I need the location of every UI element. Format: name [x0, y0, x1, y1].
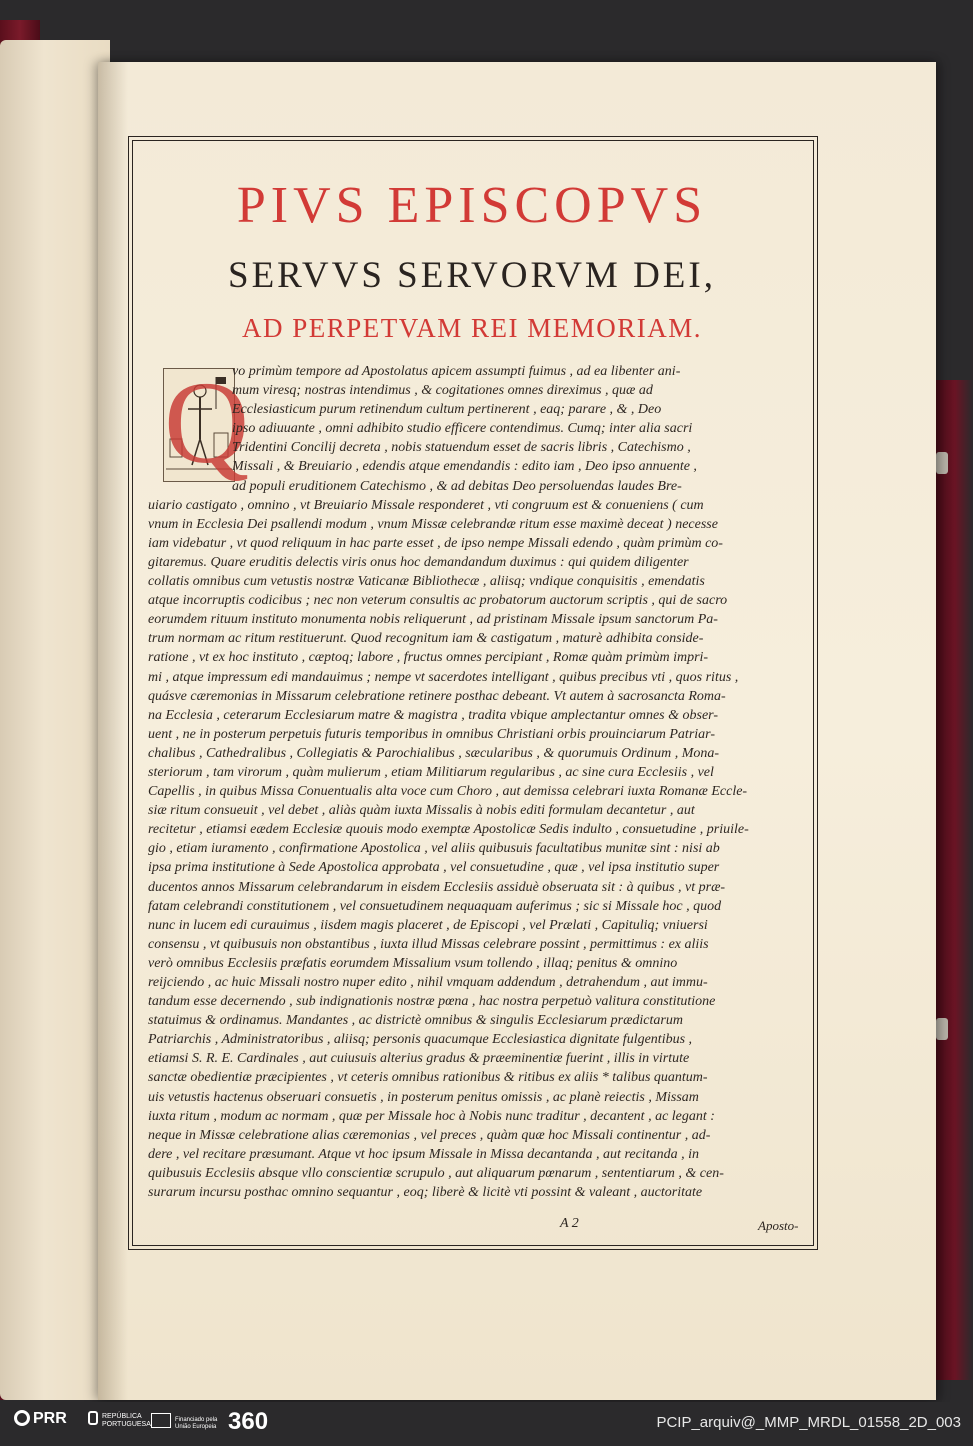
- text-line: quásve cæremonias in Missarum celebratione retinere posthac debeant. Vt autem à sacrosancta Roma-: [148, 688, 726, 704]
- text-line: mum viresq; nostras intendimus , & cogitationes omnes direximus , quæ ad: [232, 383, 653, 399]
- text-line: chalibus , Cathedralibus , Collegiatis & Parochialibus , sæcularibus , & quorumuis Ordinum , Mona-: [148, 745, 720, 761]
- text-line: atque incorruptis codicibus ; nec non veterum consultis ac probatorum auctorum scriptis , qui de sacro: [148, 593, 728, 609]
- text-line: vnum in Ecclesia Dei psallendi modum , vnum Missæ celebrandæ ritum esse maximè deceat ) necesse: [148, 516, 718, 532]
- text-line: na Ecclesia , ceterarum Ecclesiarum matre & magistra , tradita vbique amplectantur omnes & obser-: [148, 707, 719, 723]
- catchword: Aposto-: [758, 1218, 799, 1233]
- text-line: ducentos annos Missarum celebrandarum in eisdem Ecclesiis assiduè obseruata sit : à quibus , vt præ-: [148, 879, 726, 895]
- text-line: dere , vel recitare præsumant. Atque vt hoc ipsum Missale in Missa decantanda , aut recitanda , in: [148, 1146, 699, 1162]
- text-line: gitaremus. Quare eruditis delectis viris onus hoc demandandum duximus : qui quidem diligenter: [148, 554, 689, 570]
- text-line: Missali , & Breuiario , edendis atque emendandis : edito iam , Deo ipso annuente ,: [232, 459, 697, 475]
- text-line: siæ ritum consueuit , vel debet , aliàs quàm iuxta Missalis à nobis editi formulam decantetur , aut: [148, 803, 695, 819]
- eu-flag-icon: [151, 1413, 171, 1428]
- prr-logo-icon: [14, 1410, 30, 1426]
- reference-code: PCIP_arquiv@_MMP_MRDL_01558_2D_003: [656, 1414, 961, 1431]
- text-line: trum normam ac ritum restituerunt. Quod recognitum iam & castigatum , maturè adhibita conside-: [148, 631, 704, 647]
- text-line: ratione , vt ex hoc instituto , cæptoq; labore , fructus omnes percipiant , Romæ quàm primùm impri-: [148, 650, 709, 666]
- text-line: etiamsi S. R. E. Cardinales , aut cuiusuis alterius gradus & præeminentiæ fuerint , illis in virtute: [148, 1051, 690, 1067]
- text-line: statuimus & ordinamus. Mandantes , ac districtè omnibus & singulis Ecclesiarum prædictarum: [148, 1013, 683, 1029]
- left-page-edge: [0, 40, 110, 1400]
- text-line: Patriarchis , Administratoribus , aliisq; personis quacumque Ecclesiastica dignitate fulgentibus ,: [148, 1032, 693, 1048]
- text-line: Capellis , in quibus Missa Conuentualis alta voce cum Choro , aut demissa celebrari iuxta Romanæ Eccle-: [148, 784, 748, 800]
- republica-icon: [88, 1411, 98, 1425]
- signature-mark: A 2: [560, 1216, 579, 1231]
- text-line: sanctæ obedientiæ præcipientes , vt ceteris omnibus rationibus & ritibus ex aliis * talibus quantum-: [148, 1070, 708, 1086]
- text-line: steriorum , tam virorum , quàm mulierum , etiam Militiarum regularibus , ac sine cura Ecclesiis , vel: [148, 764, 714, 780]
- text-line: ipso adiuuante , omni adhibito studio efficere contendimus. Cumq; inter alia sacri: [232, 421, 693, 437]
- title-line-3: AD PERPETVAM REI MEMORIAM.: [241, 313, 703, 343]
- text-line: consensu , vt quibusuis non obstantibus , iuxta illud Missas celebrare possint , permittimus : ex aliis: [148, 936, 709, 952]
- text-line: uent , ne in posterum perpetuis futuris temporibus in omnibus Christiani orbis prouinciarum Patriar-: [148, 726, 715, 742]
- text-line: eorumdem rituum instituto monumenta nobis reliquerunt , ad pristinam Missale ipsum sanctorum Pa-: [148, 612, 718, 628]
- text-line: Tridentini Concilij decreta , nobis statuendum esset de sacris libris , Catechismo ,: [232, 440, 691, 456]
- prr-logo: PRR: [14, 1410, 67, 1428]
- text-line: tandum esse decernendo , sub indignationis nostræ pœna , hac nostra perpetuò valitura constitutione: [148, 994, 716, 1010]
- republica-logo: REPÚBLICA PORTUGUESA: [88, 1411, 148, 1429]
- text-line: Ecclesiasticum purum retinendum cultum pertinerent , eaq; parare , & , Deo: [232, 402, 662, 418]
- eu-logo: Financiado pela União Europeia: [151, 1413, 219, 1431]
- text-line: nunc in lucem edi curauimus , iisdem magis placeret , de Episcopi , vel Prælati , Capituliq; vniuersi: [148, 917, 708, 933]
- text-line: iam videbatur , vt quod reliquum in hac parte esset , de ipso nempe Missali edendo , quàm primùm co-: [148, 535, 723, 551]
- text-line: surarum incursu posthac omnino sequantur , eoq; liberè & licitè vti possint & valeant , auctoritate: [148, 1185, 703, 1201]
- text-line: uis vetustis hactenus obseruari consuetis , in posterum penitus omissis , ac planè reiectis , Missam: [148, 1089, 699, 1105]
- text-line: ipsa prima institutione à Sede Apostolica approbata , vel consuetudine , quæ , vel ipsa institutio super: [148, 860, 720, 876]
- text-line: ad populi eruditionem Catechismo , & ad debitas Deo persoluendas laudes Bre-: [232, 478, 682, 494]
- gutter-shadow: [98, 62, 128, 1400]
- clasp: [936, 452, 948, 474]
- text-line: quibusuis Ecclesiis absque vllo conscientiæ scrupulo , aut aliquarum pœnarum , sententiarum , & cen-: [148, 1165, 724, 1181]
- text-line: uiario castigato , omnino , vt Breuiario Missale responderet , vti congruum est & conueniens ( cum: [148, 497, 704, 513]
- title-line-1: PIVS EPISCOPVS: [236, 177, 708, 234]
- text-line: gio , etiam iuramento , confirmatione Apostolica , vel aliis quibusuis facultatibus munitæ sint : nisi ab: [148, 841, 720, 857]
- text-line: verò omnibus Ecclesiis præfatis eorumdem Missalium vsum tollendo , illaq; penitus & omnino: [148, 955, 678, 971]
- text-line: fatam celebrandi constitutionem , vel consuetudinem nequaquam auferimus ; sic si Missale hoc , quod: [148, 898, 722, 914]
- clasp: [936, 1018, 948, 1040]
- text-line: neque in Missæ celebratione alias cæremonias , vel preces , quàm quæ hoc Missali continentur , ad-: [148, 1127, 711, 1143]
- text-line: collatis omnibus cum vetustis nostræ Vaticanæ Bibliothecæ , aliisq; vndique conquisitis , emendatis: [148, 574, 705, 590]
- initial-letter: Q: [164, 357, 250, 488]
- text-line: vo primùm tempore ad Apostolatus apicem assumpti fuimus , ad ea libenter ani-: [232, 364, 681, 379]
- text-line: recitetur , etiamsi eædem Ecclesiæ quouis modo exemptæ Apostolicæ Sedis indulto , consuetudine , priuile-: [148, 822, 749, 838]
- text-line: iuxta ritum , modum ac normam , quæ per Missale hoc à Nobis nunc traditur , decantent , ac legant :: [148, 1108, 715, 1124]
- text-line: mi , atque impressum edi mandauimus ; nempe vt sacerdotes intelligant , quibus precibus vti , quos ritus ,: [148, 669, 739, 685]
- body-text: [148, 357, 800, 1202]
- title-line-2: SERVVS SERVORVM DEI,: [228, 255, 716, 296]
- image-number: 360: [228, 1408, 269, 1435]
- text-line: reijciendo , ac huic Missali nostro nuper edito , nihil vmquam addendum , detrahendum , aut immu-: [148, 975, 708, 990]
